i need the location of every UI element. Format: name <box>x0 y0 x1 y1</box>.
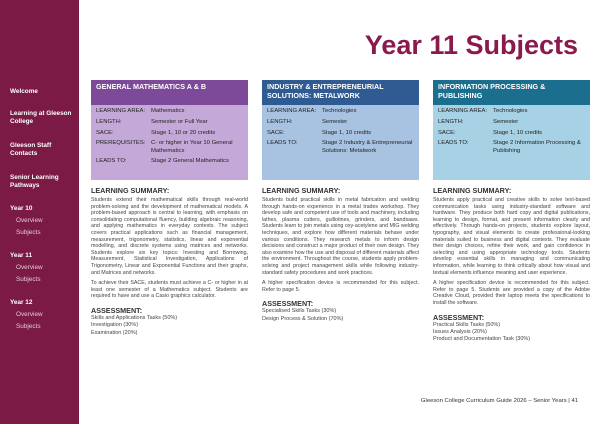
info-row <box>267 119 415 126</box>
info-value: Semester or Full Year <box>151 118 208 125</box>
assessment-item: Practical Skills Tasks (50%) <box>433 321 501 328</box>
info-key: LEARNING AREA: <box>438 108 488 114</box>
nav-item-pathways[interactable]: Senior Learning Pathways <box>10 174 59 189</box>
nav-item-learning[interactable]: Learning at Gleeson College <box>10 110 72 125</box>
subject-info-box <box>91 105 248 180</box>
info-row <box>438 130 586 137</box>
info-value: Technologies <box>322 108 357 114</box>
info-value: Stage 1, 10 or 20 credits <box>151 129 216 136</box>
assessment-item: Examination (20%) <box>91 329 138 336</box>
summary-note: A higher specification device is recommended for this subject. Refer to page 5. Students are provided a copy of the Adobe Creative Cloud, provided their laptop meets the specifications to install the software. <box>433 280 590 306</box>
summary-heading: LEARNING SUMMARY: <box>91 186 170 195</box>
subject-title: GENERAL MATHEMATICS A & B <box>91 80 248 105</box>
info-key: SACE: <box>96 129 114 136</box>
nav-sub-y12-overview[interactable]: Overview <box>16 311 43 318</box>
nav-sub-y11-subjects[interactable]: Subjects <box>16 276 41 283</box>
info-key: SACE: <box>438 129 456 136</box>
info-key: LEARNING AREA: <box>96 108 146 114</box>
nav-item-staff-contacts[interactable]: Gleeson Staff Contacts <box>10 142 52 157</box>
info-key: LEADS TO: <box>267 140 298 147</box>
info-row <box>96 158 244 165</box>
info-row <box>438 140 586 154</box>
summary-heading: LEARNING SUMMARY: <box>433 186 512 195</box>
info-value: Technologies <box>493 108 528 114</box>
nav-sub-y12-subjects[interactable]: Subjects <box>16 323 41 330</box>
nav-item-year-11[interactable]: Year 11 <box>10 252 33 259</box>
info-row <box>267 130 415 137</box>
assessment-item: Investigation (30%) <box>91 322 139 329</box>
page-title: Year 11 Subjects <box>364 30 578 60</box>
assessment-heading: ASSESSMENT: <box>91 305 143 315</box>
info-row <box>96 130 244 137</box>
assessment-heading: ASSESSMENT: <box>262 299 314 309</box>
summary-text: Students build practical skills in metal fabrication and welding through hands-on experience in a metal trades workshop. They develop safe and competent use of tools and machinery, including lathes, plasma cutters, guillotines, grinders, and bandsaws. Students learn to join metals using oxy-acetylene and MIG welding techniques, and explore how different materials behave under various conditions. They research metals to inform design decisions and construct a major product of their own design. They also examine how the use and disposal of different materials affect the environment. Throughout the course, students apply problem-solving and project management skills while following industry-standard safety procedures and work practices. <box>262 197 419 276</box>
subject-column-metalwork <box>262 80 419 323</box>
info-row <box>96 140 244 154</box>
assessment-item: Product and Documentation Task (30%) <box>433 336 531 343</box>
info-key: LENGTH: <box>438 118 464 125</box>
info-value: Stage 2 Industry & Entrepreneurial Solutions: Metalwork <box>322 140 413 154</box>
info-key: LENGTH: <box>267 118 293 125</box>
assessment-item: Skills and Applications Tasks (50%) <box>91 314 178 321</box>
subject-title: INDUSTRY & ENTREPRENEURIAL SOLUTIONS: METALWORK <box>262 80 419 105</box>
subject-column-general-mathematics <box>91 80 248 337</box>
subject-column-information-processing <box>433 80 590 344</box>
sidebar <box>0 0 79 424</box>
info-value: Stage 2 General Mathematics <box>151 158 229 165</box>
info-value: Semester <box>493 118 519 125</box>
info-value: Stage 1, 10 credits <box>322 129 372 136</box>
info-value: Stage 2 Information Processing & Publishing <box>493 140 581 154</box>
assessment-item: Specialised Skills Tasks (30%) <box>262 308 337 315</box>
nav-item-year-12[interactable]: Year 12 <box>10 299 33 306</box>
nav-item-welcome[interactable]: Welcome <box>10 88 38 95</box>
nav-sub-y10-overview[interactable]: Overview <box>16 217 43 224</box>
info-value: Mathematics <box>151 108 185 114</box>
info-key: PREREQUISITES: <box>96 140 146 147</box>
info-key: LEADS TO: <box>438 140 469 147</box>
nav-sub-y10-subjects[interactable]: Subjects <box>16 229 41 236</box>
info-row <box>438 108 586 115</box>
subject-title: INFORMATION PROCESSING & PUBLISHING <box>433 80 590 105</box>
nav-item-year-10[interactable]: Year 10 <box>10 205 33 212</box>
assessment-item: Issues Analysis (20%) <box>433 328 487 335</box>
assessment-heading: ASSESSMENT: <box>433 312 485 322</box>
subject-info-box <box>433 105 590 180</box>
info-value: Stage 1, 10 credits <box>493 129 543 136</box>
info-key: LEARNING AREA: <box>267 108 317 114</box>
info-value: C- or higher in Year 10 General Mathematics <box>151 140 233 154</box>
info-row <box>267 108 415 115</box>
info-row <box>96 119 244 126</box>
info-key: SACE: <box>267 129 285 136</box>
info-row <box>96 108 244 115</box>
summary-text: Students apply practical and creative skills to solve text-based communication tasks using industry-standard software and hardware. They produce both hard copy and digital publications, learning to design, format, and present information clearly and effectively. Through hands-on projects, students explore layout, typography, and visual elements to create professional-looking materials suited to business and digital contexts. They evaluate their design choices, refine their work, and gain confidence in selecting and using appropriate technology tools. Students develop essential skills in managing and communicating information, while learning to think critically about how visual and textual elements influence meaning and user experience. <box>433 197 590 276</box>
info-value: Semester <box>322 118 348 125</box>
assessment-item: Design Process & Solution (70%) <box>262 315 344 322</box>
summary-note: A higher specification device is recommended for this subject. Refer to page 5. <box>262 280 419 293</box>
page-footer: Gleeson College Curriculum Guide 2026 – Senior Years | 41 <box>420 398 578 404</box>
info-row <box>438 119 586 126</box>
summary-heading: LEARNING SUMMARY: <box>262 186 341 195</box>
info-key: LEADS TO: <box>96 158 127 165</box>
summary-note: To achieve their SACE, students must achieve a C- or higher in at least one semester of a Mathematics subject. Students are required to have and use a Casio graphics calculator. <box>91 280 248 300</box>
info-key: LENGTH: <box>96 118 122 125</box>
subject-info-box <box>262 105 419 180</box>
nav-sub-y11-overview[interactable]: Overview <box>16 264 43 271</box>
info-row <box>267 140 415 154</box>
summary-text: Students extend their mathematical skills through real-world problem-solving and the development of mathematical models. A problem-based approach is central to learning, with emphasis on consolidating computational fluency, building algebraic reasoning, and applying mathematics in everyday contexts. The subject covers practical applications such as financial management, measurement, trigonometry, statistics, linear and exponential modelling, and discrete systems using matrices and networks. Students explore six key topics: Investing and Borrowing, Measurement, Statistical Investigation, Applications of Trigonometry, Linear and Exponential Functions and their graphs, and Matrices and networks. <box>91 197 248 276</box>
